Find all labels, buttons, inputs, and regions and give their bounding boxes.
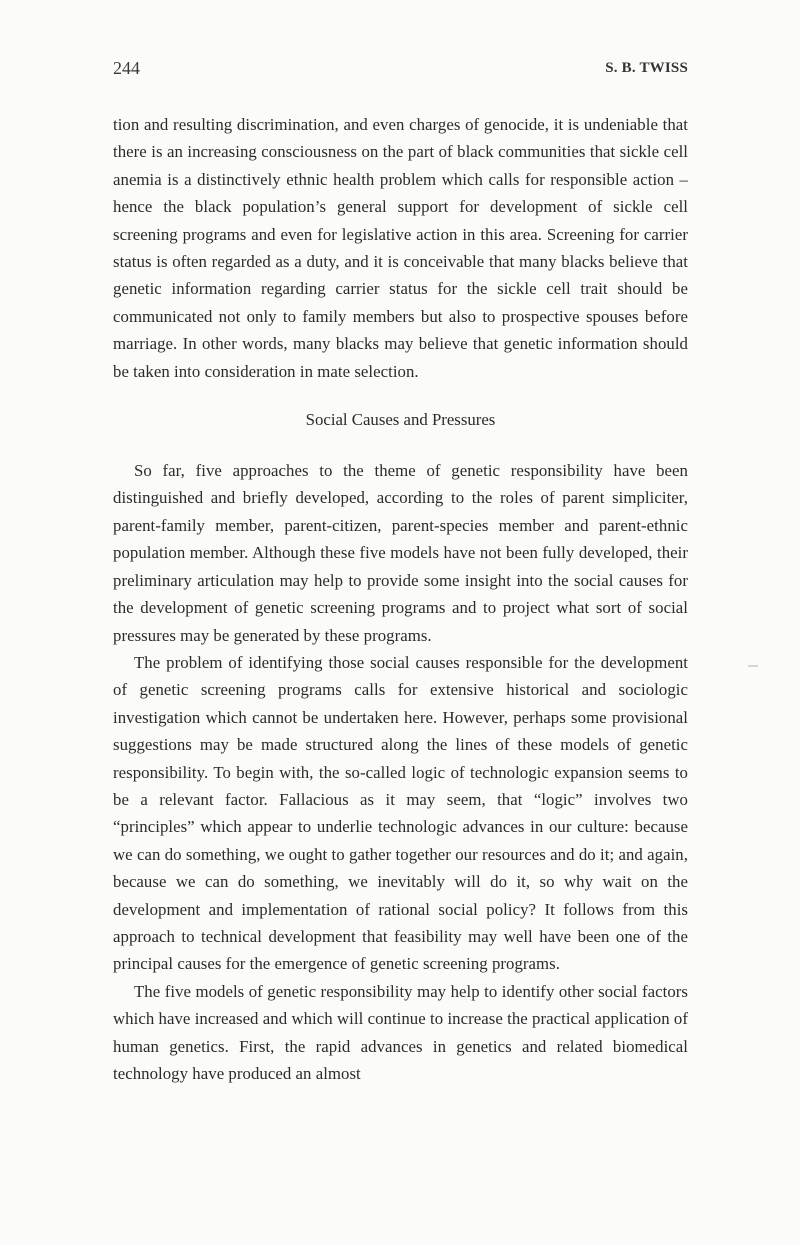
- paragraph-continued: tion and resulting discrimination, and even charges of genocide, it is undeniable that there is an increasing consciousness on the part of black communities that sickle cell anemia is a distinctively ethnic health problem which calls for responsible action – hence the black population’s general support for development of sickle cell screening programs and even for legislative action in this area. Screening for carrier status is often regarded as a duty, and it is conceivable that many blacks believe that genetic information regarding carrier status for the sickle cell trait should be communicated not only to family members but also to prospective spouses before marriage. In other words, many blacks may believe that genetic information should be taken into consideration in mate selection.: [113, 115, 688, 381]
- page-number: 244: [113, 58, 140, 78]
- running-head: S. B. TWISS: [605, 60, 688, 76]
- page-header: [113, 58, 688, 84]
- paragraph: So far, five approaches to the theme of genetic responsibility have been distinguished and briefly developed, according to the roles of parent simpliciter, parent-family member, parent-citizen, parent-species member and parent-ethnic population member. Although these five models have not been fully developed, their preliminary articulation may help to provide some insight into the social causes for the development of genetic screening programs and to project what sort of social pressures may be generated by these programs.: [113, 461, 688, 645]
- body-text: [113, 111, 688, 1087]
- paragraph: The problem of identifying those social causes responsible for the development of genetic screening programs calls for extensive historical and sociologic investigation which cannot be undertaken here. However, perhaps some provisional suggestions may be made structured along the lines of these models of genetic responsibility. To begin with, the so-called logic of technologic expansion seems to be a relevant factor. Fallacious as it may seem, that “logic” involves two “principles” which appear to underlie technologic advances in our culture: because we can do something, we ought to gather together our resources and do it; and again, because we can do something, we inevitably will do it, so why wait on the development and implementation of rational social policy? It follows from this approach to technical development that feasibility may well have been one of the principal causes for the emergence of genetic screening programs.: [113, 652, 688, 974]
- section-heading: Social Causes and Pressures: [305, 410, 496, 430]
- scan-mark: [748, 665, 758, 667]
- paragraph: The five models of genetic responsibility may help to identify other social factors which have increased and which will continue to increase the practical application of human genetics. First, the rapid advances in genetics and related biomedical technology have produced an almost: [113, 981, 688, 1083]
